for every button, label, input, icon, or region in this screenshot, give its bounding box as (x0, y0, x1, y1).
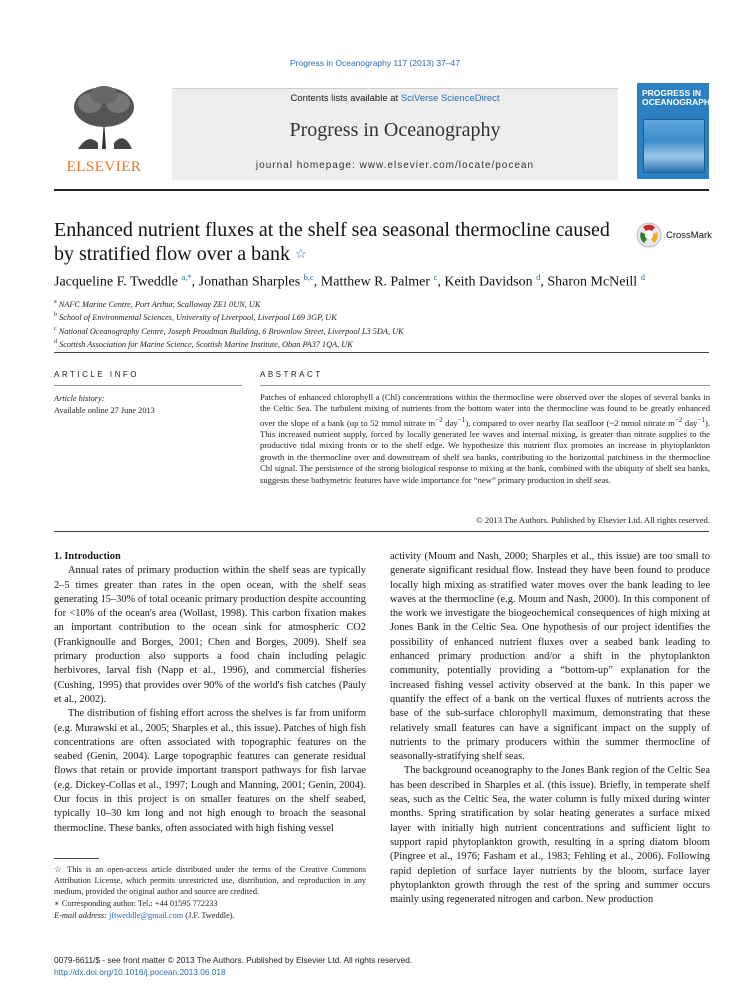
body-column-right (390, 550, 710, 907)
email-label: E-mail address: (54, 911, 109, 920)
affiliation-item (54, 337, 714, 350)
journal-citation[interactable]: Progress in Oceanography 117 (2013) 37–47 (290, 58, 460, 68)
affiliations (54, 297, 714, 350)
author-affiliation-mark[interactable]: d (640, 272, 645, 282)
crossmark-label: CrossMark (666, 230, 712, 241)
abstract-part: Patches of enhanced chlorophyll a (Chl) concentrations within the thermocline were observed over the slopes of several banks in the Celtic Sea. The turbulent mixing of nutrients from the bottom water into the thermocline was found to be greatly enhanced over the slope of a bank (up to 52 mmol nitrate m (260, 392, 710, 428)
section-heading-introduction: 1. Introduction (54, 551, 121, 562)
contents-prefix: Contents lists available at (290, 93, 401, 104)
author-name[interactable]: Matthew R. Palmer (320, 274, 431, 290)
affiliation-text: Scottish Association for Marine Science, Scottish Marine Institute, Oban PA37 1QA, UK (59, 339, 353, 349)
title-text: Enhanced nutrient fluxes at the shelf sea seasonal thermocline caused by stratified flow over a bank (54, 219, 610, 265)
paragraph: The distribution of fishing effort across the shelves is far from uniform (e.g. Murawski et al., 2005; Sharples et al., this issue). Patches of high fish concentrations are often associated with topographic features on the seabed (Genin, 2004). Large topographic features can generate residual flows that retain or provide important transport pathways for fish larvae (e.g. Dickey-Collas et al., 1997; Lough and Manning, 2001; Genin, 2004). Our focus in this project is on smaller features on the shelf seabed, typically 10–30 km long and not high enough to broach the seasonal thermocline. These banks, often associated with high fishing vessel (54, 708, 366, 834)
affiliation-text: School of Environmental Sciences, University of Liverpool, Liverpool L69 3GP, UK (59, 313, 337, 323)
article-history (54, 393, 244, 416)
abstract-part: day (442, 417, 458, 428)
abstract-part: ), compared to over nearby flat seafloor (~2 mmol nitrate m (465, 417, 675, 428)
abstract-copyright: © 2013 The Authors. Published by Elsevier Ltd. All rights reserved. (476, 515, 710, 525)
crossmark-badge[interactable] (636, 222, 716, 252)
article-title (54, 218, 624, 266)
article-info-heading: ARTICLE INFO (54, 370, 139, 379)
abstract-heading: ABSTRACT (260, 370, 323, 379)
affiliation-text: National Oceanography Centre, Joseph Proudman Building, 6 Brownlow Street, Liverpool L3 5DA, UK (58, 326, 404, 336)
affiliation-text: NAFC Marine Centre, Port Arthur, Scalloway ZE1 0UN, UK (58, 299, 261, 309)
abstract-sup: −2 (435, 415, 443, 424)
title-footnote-star[interactable]: ☆ (295, 246, 307, 261)
contents-line (172, 93, 618, 104)
affiliation-mark: d (54, 339, 57, 346)
history-value: Available online 27 June 2013 (54, 405, 155, 415)
affiliation-mark: c (54, 325, 57, 332)
doi-link[interactable]: http://dx.doi.org/10.1016/j.pocean.2013.06.018 (54, 966, 226, 977)
cover-title: PROGRESS IN OCEANOGRAPHY (642, 88, 716, 107)
cover-image (643, 119, 705, 173)
affiliation-rule (54, 352, 709, 353)
author-affiliation-mark[interactable]: c (433, 272, 438, 282)
journal-cover[interactable] (637, 83, 716, 179)
paragraph: Annual rates of primary production within the shelf seas are typically 2–5 times greater than rates in the open ocean, with the shelf seas generating 15–30% of total oceanic primary production despite accounting for <10% of the ocean's area (Wollast, 1998). This carbon fixation makes an important contribution to the ocean sink for atmospheric CO2 (Frankignoulle and Borges, 2001; Chen and Borges, 2009). Shelf sea primary production also supports a food chain including pelagic herbivores, larval fish (Napp et al., 1996), and commercial fisheries (Cushing, 1995) that provides over 90% of the world's fish catches (Pauly et al., 2002). (54, 565, 366, 705)
abstract-sup: −2 (674, 415, 683, 424)
abstract-part: ). This increased nutrient supply, forced by locally generated lee waves and internal mixing, is greater than nitrate supplies to the productive tidal mixing fronts or to the shelf edge. We hypothesize this nutrient flux promotes an increase in phytoplankton growth in the thermocline over and downstream of shelf sea banks, contributing to the horizontal patchiness in the thermocline Chl signal. The persistence of the strong biological response to mixing at the bank, combined with the ubiquity of shelf sea banks, suggests these bathymetric features have wide importance for “new” primary production in shelf seas. (260, 417, 710, 485)
abstract-bottom-rule (54, 531, 709, 532)
journal-banner (172, 88, 618, 180)
email-suffix: (J.F. Tweddle). (183, 911, 235, 920)
abstract-sup: −1 (697, 415, 705, 424)
header-rule (54, 189, 709, 191)
elsevier-logo[interactable] (54, 79, 154, 177)
abstract-text (260, 392, 710, 486)
author-affiliation-mark[interactable]: d (536, 272, 541, 282)
crossmark-icon (636, 222, 662, 248)
corresponding-author-note: ∗ Corresponding author. Tel.: +44 01595 772233 (54, 899, 218, 908)
affiliation-mark: b (54, 312, 57, 319)
front-matter-info (54, 955, 554, 978)
author-name[interactable]: Jonathan Sharples (198, 274, 301, 290)
author-name[interactable]: Jacqueline F. Tweddle (54, 274, 178, 290)
abstract-sup: −1 (457, 415, 466, 424)
author-name[interactable]: Keith Davidson (444, 274, 533, 290)
masthead (54, 79, 716, 185)
elsevier-tree-icon (68, 83, 140, 149)
body-column-left (54, 550, 366, 836)
affiliation-mark: a (54, 299, 57, 305)
affiliation-item (54, 324, 714, 337)
author-list: Jacqueline F. Tweddle $^{a,*}$, Jonathan Sharples $^{b,c}$, Matthew R. Palmer $^c$, Keith Davidson $^d$, Sharon McNeill $^d$ (54, 272, 645, 290)
journal-homepage[interactable]: journal homepage: www.elsevier.com/locate/pocean (255, 160, 535, 171)
issn-line: 0079-6611/$ - see front matter © 2013 The Authors. Published by Elsevier Ltd. All rights reserved. (54, 955, 413, 965)
footnote-rule (54, 858, 99, 859)
paragraph: activity (Moum and Nash, 2000; Sharples et al., this issue) are too small to generate significant residual flow. Instead they have been found to produce locally high mixing as stratified water moves over the bank leading to lee waves at the thermocline (e.g. Moum and Nash, 2000). In this component of the work we investigate the biogeochemical consequences of high mixing at Jones Bank in the Celtic Sea. One hypothesis of our project identifies the possibility of enhanced nutrient fluxes over a seabed bank leading to enhanced primary production and/or a shift in the phytoplankton community, potentially providing a “bottom-up” explanation for the increased fishing vessel activity observed at the bank. In this paper we quantify the effect of a bank on the vertical fluxes of nutrients across the base of the sub-surface chlorophyll maximum, demonstrating that these relatively small features can have a significant impact on the supply of nutrients to the primary producers within the summer thermocline of seasonally-stratifying shelf seas. (390, 551, 710, 763)
email-link[interactable]: jftweddle@gmail.com (109, 911, 184, 920)
author-affiliation-mark[interactable]: b,c (303, 272, 314, 282)
footnotes (54, 864, 366, 922)
sciencedirect-link[interactable]: SciVerse ScienceDirect (400, 93, 500, 104)
journal-title: Progress in Oceanography (289, 119, 501, 141)
history-label: Article history: (54, 394, 105, 403)
license-footnote: ☆ This is an open-access article distributed under the terms of the Creative Commons Attribution License, which permits unrestricted use, distribution, and reproduction in any medium, provided the original author and source are credited. (54, 865, 366, 896)
paragraph: The background oceanography to the Jones Bank region of the Celtic Sea has been described in Sharples et al. (this issue). Briefly, in temperate shelf seas, such as the Celtic Sea, the water column is fully mixed during winter months. Spring stratification by solar heating generates a surface mixed layer with initially high nutrient concentrations and sufficient light to support rapid phytoplankton growth, resulting in a spring diatom bloom (Pingree et al., 1976; Fasham et al., 1983; Fehling et al., 2006). Following rapid depletion of surface layer nutrients by the bloom, surface layer phytoplankton growth through the rest of the spring and summer occurs mainly using regenerated nitrogen and carbon. New production (390, 765, 710, 906)
email-note (54, 910, 366, 921)
affiliation-item (54, 297, 714, 310)
article-info-rule (54, 385, 242, 386)
affiliation-item (54, 310, 714, 323)
author-affiliation-mark[interactable]: a,* (181, 272, 192, 282)
abstract-part: day (682, 417, 698, 428)
publisher-name: ELSEVIER (66, 159, 142, 175)
abstract-rule (260, 385, 710, 386)
author-name[interactable]: Sharon McNeill (547, 274, 638, 290)
